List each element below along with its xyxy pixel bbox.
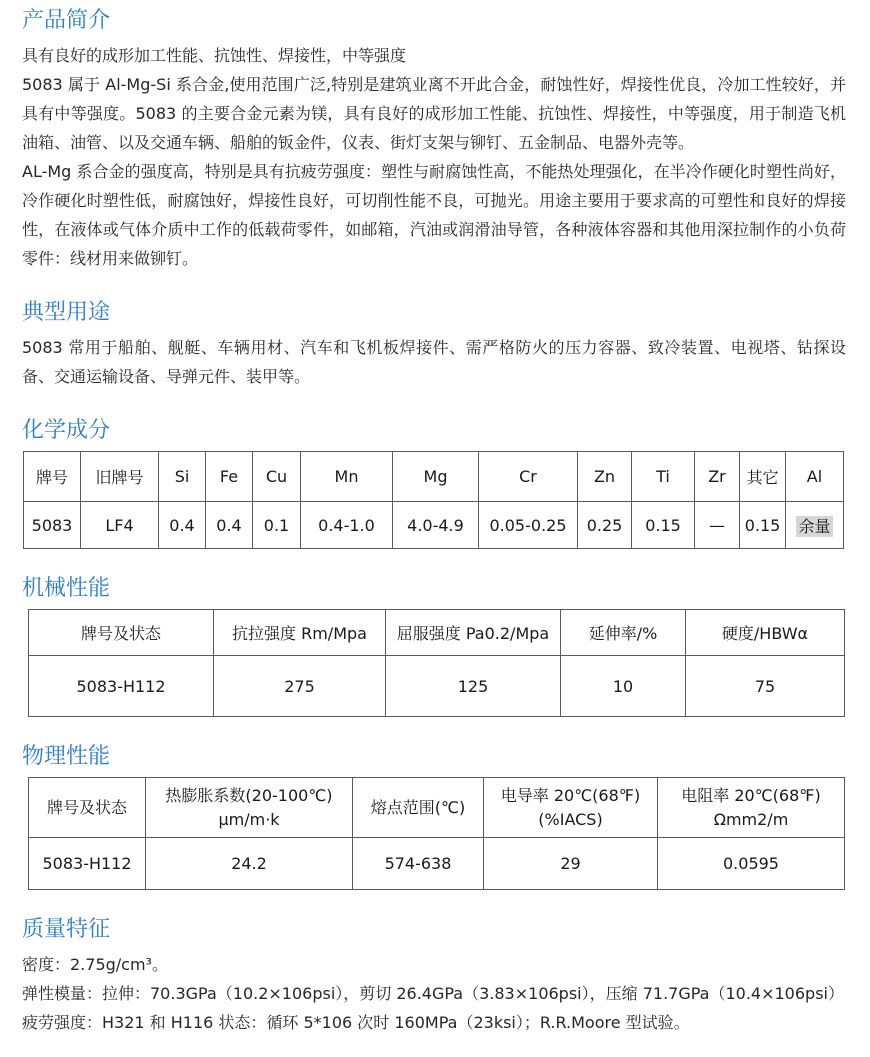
physical-header-row: [29, 778, 845, 838]
physical-header-thermal-expansion-line1: 热膨胀系数(20-100℃): [165, 785, 333, 805]
remainder-highlight: 余量: [798, 516, 831, 536]
intro-paragraph-2: 5083 属于 Al-Mg-Si 系合金,使用范围广泛,特别是建筑业离不开此合金，耐蚀性好，焊接性优良，冷加工性较好，并具有中等强度。5083 的主要合金元素为镁，具有良好的成形加工性能、抗蚀性、焊接性，中等强度，用于制造飞机油箱、油管、以及交通车辆、船舶的钣金件，仪表、街灯支架与铆钉、五金制品、电器外壳等。: [22, 75, 846, 152]
chemical-header-si: Si: [159, 452, 206, 502]
quality-elastic-modulus-line: 弹性模量：拉伸：70.3GPa（10.2×106psi），剪切 26.4GPa（3.83×106psi），压缩 71.7GPa（10.4×106psi）: [22, 984, 844, 1003]
chemical-header-zr: Zr: [695, 452, 740, 502]
chemical-header-mn: Mn: [301, 452, 393, 502]
mechanical-properties-table: [28, 609, 845, 717]
chemical-cell-ti: 0.15: [632, 502, 695, 549]
section-title-quality-characteristics: 质量特征: [22, 917, 111, 942]
section-chemical-composition: [22, 418, 846, 549]
physical-header-melting-range-label: 熔点范围(℃): [370, 797, 466, 817]
section-title-typical-uses: 典型用途: [22, 300, 111, 325]
chemical-cell-other: 0.15: [740, 502, 786, 549]
mechanical-header-row: [29, 610, 845, 656]
mechanical-data-row: [29, 656, 845, 717]
quality-density-line: 密度：2.75g/cm³。: [22, 955, 168, 974]
physical-cell-thermal-expansion: 24.2: [146, 838, 353, 890]
chemical-header-fe: Fe: [206, 452, 253, 502]
chemical-header-cu: Cu: [253, 452, 301, 502]
chemical-header-row: [24, 452, 844, 502]
section-title-physical-properties: 物理性能: [22, 744, 111, 769]
physical-header-electrical-conductivity: [484, 778, 658, 838]
section-title-mechanical-properties: 机械性能: [22, 576, 111, 601]
chemical-header-zn: Zn: [578, 452, 632, 502]
physical-data-row: [29, 838, 845, 890]
physical-cell-grade-temper: 5083-H112: [29, 838, 146, 890]
mechanical-header-hardness: 硬度/HBWα: [686, 610, 845, 656]
chemical-cell-mg: 4.0-4.9: [393, 502, 479, 549]
physical-header-resistivity-line2: Ωmm2/m: [713, 809, 789, 829]
mechanical-header-yield-strength: 屈服强度 Pa0.2/Mpa: [386, 610, 561, 656]
physical-header-electrical-conductivity-line2: (%IACS): [538, 809, 603, 829]
section-title-product-intro: 产品简介: [22, 8, 111, 33]
mechanical-cell-elongation: 10: [561, 656, 686, 717]
chemical-cell-zn: 0.25: [578, 502, 632, 549]
physical-cell-melting-range: 574-638: [353, 838, 484, 890]
section-product-intro: [22, 8, 846, 273]
physical-header-electrical-conductivity-line1: 电导率 20℃(68℉): [500, 785, 641, 805]
mechanical-cell-tensile-strength: 275: [214, 656, 386, 717]
quality-fatigue-strength-line: 疲劳强度：H321 和 H116 状态：循环 5*106 次时 160MPa（23ksi）；R.R.Moore 型试验。: [22, 1013, 690, 1032]
chemical-header-other: 其它: [740, 452, 786, 502]
physical-header-resistivity: [658, 778, 845, 838]
mechanical-cell-grade-temper: 5083-H112: [29, 656, 214, 717]
section-quality-characteristics: [22, 917, 846, 1037]
chemical-header-al: Al: [786, 452, 844, 502]
chemical-header-ti: Ti: [632, 452, 695, 502]
physical-properties-table: [28, 777, 845, 890]
chemical-cell-si: 0.4: [159, 502, 206, 549]
physical-header-thermal-expansion-line2: μm/m·k: [218, 809, 280, 829]
intro-paragraph-3: AL-Mg 系合金的强度高，特别是具有抗疲劳强度：塑性与耐腐蚀性高，不能热处理强化，在半冷作硬化时塑性尚好，冷作硬化时塑性低，耐腐蚀好，焊接性良好，可切削性能不良，可抛光。用途主要用于要求高的可塑性和良好的焊接性，在液体或气体介质中工作的低载荷零件，如邮箱，汽油或润滑油导管，各种液体容器和其他用深拉制作的小负荷零件：线材用来做铆钉。: [22, 162, 846, 268]
section-physical-properties: [22, 744, 846, 890]
chemical-cell-old-grade: LF4: [81, 502, 159, 549]
section-mechanical-properties: [22, 576, 846, 717]
chemical-cell-al: [786, 502, 844, 549]
uses-paragraph: 5083 常用于船舶、舰艇、车辆用材、汽车和飞机板焊接件、需严格防火的压力容器、致冷装置、电视塔、钻探设备、交通运输设备、导弹元件、装甲等。: [22, 338, 846, 386]
chemical-composition-table: [23, 451, 844, 549]
mechanical-cell-hardness: 75: [686, 656, 845, 717]
physical-header-melting-range: [353, 778, 484, 838]
chemical-data-row: [24, 502, 844, 549]
mechanical-header-tensile-strength: 抗拉强度 Rm/Mpa: [214, 610, 386, 656]
physical-header-resistivity-line1: 电阻率 20℃(68℉): [681, 785, 821, 805]
mechanical-cell-yield-strength: 125: [386, 656, 561, 717]
chemical-cell-mn: 0.4-1.0: [301, 502, 393, 549]
chemical-cell-cu: 0.1: [253, 502, 301, 549]
physical-header-thermal-expansion: [146, 778, 353, 838]
section-title-chemical-composition: 化学成分: [22, 418, 111, 443]
physical-cell-electrical-conductivity: 29: [484, 838, 658, 890]
mechanical-header-elongation: 延伸率/%: [561, 610, 686, 656]
chemical-cell-zr: —: [695, 502, 740, 549]
chemical-cell-cr: 0.05-0.25: [479, 502, 578, 549]
section-typical-uses: [22, 300, 846, 391]
mechanical-header-grade-temper: 牌号及状态: [29, 610, 214, 656]
chemical-header-mg: Mg: [393, 452, 479, 502]
chemical-cell-fe: 0.4: [206, 502, 253, 549]
physical-header-grade-temper-label: 牌号及状态: [46, 797, 127, 817]
chemical-header-grade: 牌号: [24, 452, 81, 502]
chemical-cell-grade: 5083: [24, 502, 81, 549]
intro-paragraph-1: 具有良好的成形加工性能、抗蚀性、焊接性，中等强度: [22, 46, 407, 65]
physical-header-grade-temper: [29, 778, 146, 838]
physical-cell-resistivity: 0.0595: [658, 838, 845, 890]
chemical-header-old-grade: 旧牌号: [81, 452, 159, 502]
chemical-header-cr: Cr: [479, 452, 578, 502]
